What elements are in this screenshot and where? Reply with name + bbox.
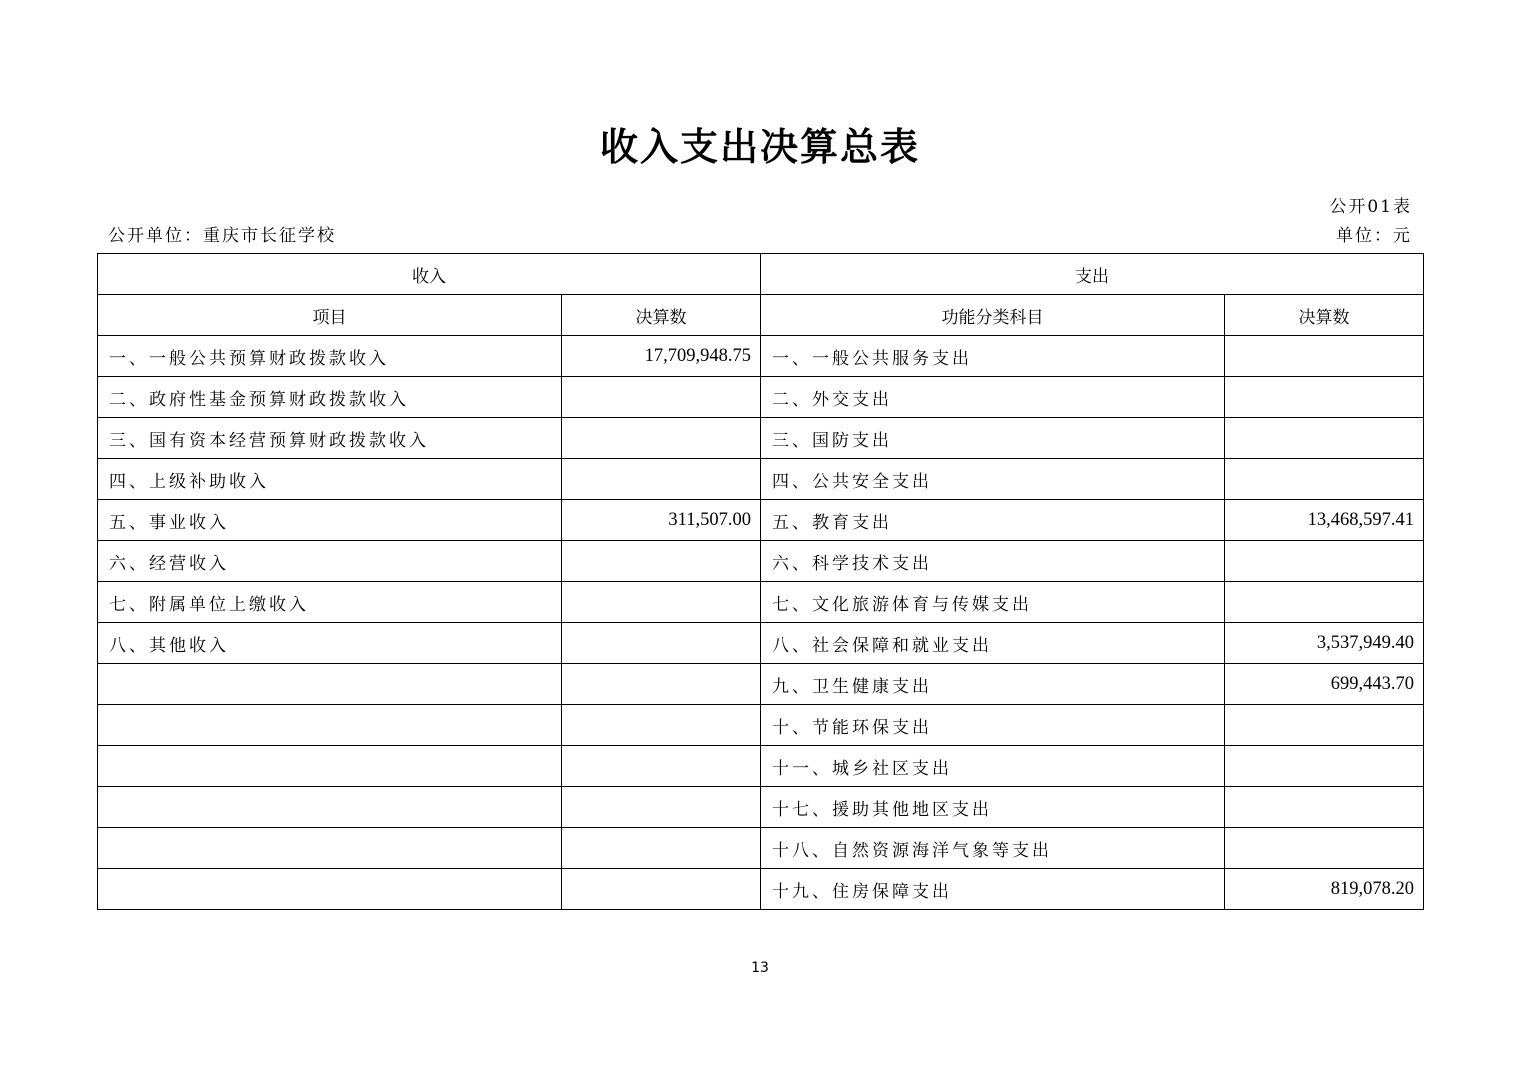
table-row — [98, 418, 1424, 459]
income-amount-cell — [562, 582, 761, 623]
table-row — [98, 377, 1424, 418]
expense-amount-cell: 699,443.70 — [1225, 664, 1424, 705]
expense-item-cell: 六、科学技术支出 — [761, 541, 1225, 582]
income-amount-cell — [562, 418, 761, 459]
table-row — [98, 623, 1424, 664]
income-item-cell: 三、国有资本经营预算财政拨款收入 — [98, 418, 562, 459]
expense-item-cell: 五、教育支出 — [761, 500, 1225, 541]
income-expense-table — [97, 253, 1424, 910]
col-item-header: 项目 — [98, 295, 562, 336]
form-number: 公开01表 — [1329, 197, 1412, 217]
expense-amount-cell — [1225, 787, 1424, 828]
table-row — [98, 459, 1424, 500]
expense-item-cell: 二、外交支出 — [761, 377, 1225, 418]
expense-amount-cell — [1225, 418, 1424, 459]
page-title: 收入支出决算总表 — [599, 125, 920, 169]
col-function-header: 功能分类科目 — [761, 295, 1225, 336]
income-amount-cell — [562, 746, 761, 787]
table-row — [98, 336, 1424, 377]
income-amount-cell — [562, 541, 761, 582]
expense-item-cell: 十、节能环保支出 — [761, 705, 1225, 746]
expense-item-cell: 八、社会保障和就业支出 — [761, 623, 1225, 664]
income-header: 收入 — [98, 254, 761, 295]
col-income-amount-header: 决算数 — [562, 295, 761, 336]
expense-amount-cell: 3,537,949.40 — [1225, 623, 1424, 664]
income-amount-cell — [562, 705, 761, 746]
expense-amount-cell — [1225, 582, 1424, 623]
income-item-cell — [98, 746, 562, 787]
col-expense-amount-header: 决算数 — [1225, 295, 1424, 336]
expense-amount-cell — [1225, 746, 1424, 787]
income-item-cell — [98, 787, 562, 828]
income-item-cell: 一、一般公共预算财政拨款收入 — [98, 336, 562, 377]
income-item-cell: 六、经营收入 — [98, 541, 562, 582]
table-row — [98, 869, 1424, 910]
table-row — [98, 705, 1424, 746]
income-amount-cell — [562, 828, 761, 869]
table-subheader-row — [98, 295, 1424, 336]
income-amount-cell: 17,709,948.75 — [562, 336, 761, 377]
table-row — [98, 541, 1424, 582]
expense-item-cell: 十七、援助其他地区支出 — [761, 787, 1225, 828]
expense-amount-cell — [1225, 377, 1424, 418]
table-header-row — [98, 254, 1424, 295]
income-amount-cell — [562, 869, 761, 910]
expense-amount-cell — [1225, 541, 1424, 582]
expense-amount-cell — [1225, 705, 1424, 746]
income-item-cell: 四、上级补助收入 — [98, 459, 562, 500]
table-row — [98, 582, 1424, 623]
expense-header: 支出 — [761, 254, 1424, 295]
table-row — [98, 828, 1424, 869]
income-amount-cell — [562, 787, 761, 828]
income-amount-cell: 311,507.00 — [562, 500, 761, 541]
expense-amount-cell: 13,468,597.41 — [1225, 500, 1424, 541]
income-item-cell — [98, 705, 562, 746]
page-number: 13 — [751, 960, 769, 976]
expense-item-cell: 十八、自然资源海洋气象等支出 — [761, 828, 1225, 869]
expense-item-cell: 一、一般公共服务支出 — [761, 336, 1225, 377]
reporting-unit: 公开单位：重庆市长征学校 — [108, 226, 336, 246]
income-item-cell — [98, 869, 562, 910]
expense-item-cell: 七、文化旅游体育与传媒支出 — [761, 582, 1225, 623]
expense-amount-cell — [1225, 828, 1424, 869]
expense-item-cell: 三、国防支出 — [761, 418, 1225, 459]
table-row — [98, 787, 1424, 828]
table-row — [98, 500, 1424, 541]
expense-item-cell: 十九、住房保障支出 — [761, 869, 1225, 910]
income-item-cell: 八、其他收入 — [98, 623, 562, 664]
income-item-cell — [98, 664, 562, 705]
income-item-cell: 七、附属单位上缴收入 — [98, 582, 562, 623]
income-amount-cell — [562, 377, 761, 418]
income-item-cell — [98, 828, 562, 869]
income-amount-cell — [562, 623, 761, 664]
expense-amount-cell — [1225, 336, 1424, 377]
table-row — [98, 746, 1424, 787]
income-item-cell: 二、政府性基金预算财政拨款收入 — [98, 377, 562, 418]
expense-amount-cell — [1225, 459, 1424, 500]
expense-amount-cell: 819,078.20 — [1225, 869, 1424, 910]
currency-unit: 单位：元 — [1336, 226, 1412, 246]
expense-item-cell: 九、卫生健康支出 — [761, 664, 1225, 705]
expense-item-cell: 四、公共安全支出 — [761, 459, 1225, 500]
income-amount-cell — [562, 664, 761, 705]
table-row — [98, 664, 1424, 705]
expense-item-cell: 十一、城乡社区支出 — [761, 746, 1225, 787]
income-amount-cell — [562, 459, 761, 500]
income-item-cell: 五、事业收入 — [98, 500, 562, 541]
